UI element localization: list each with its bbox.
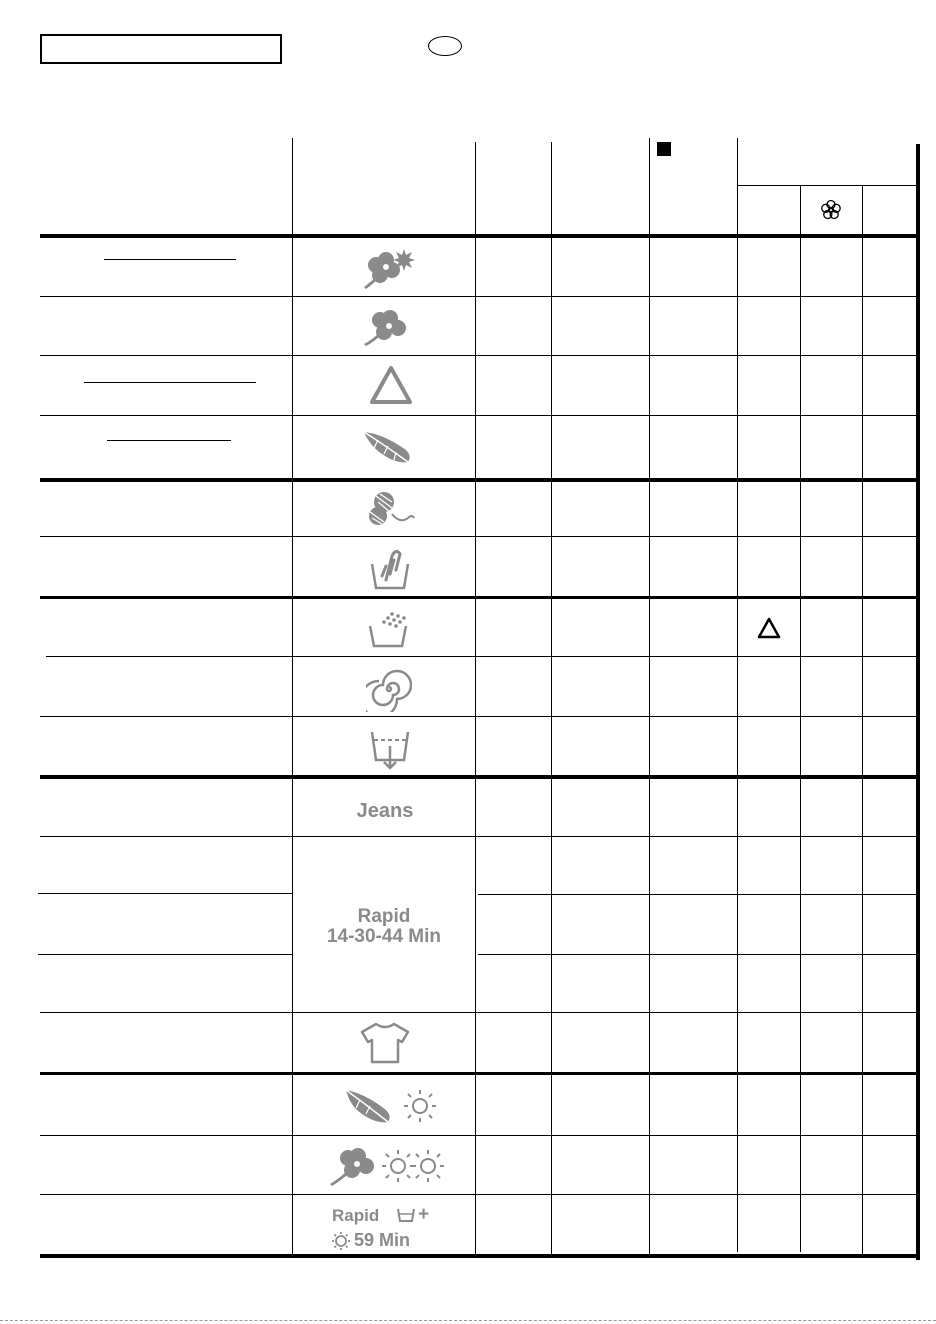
- row-divider: [40, 1135, 920, 1136]
- col-divider: [292, 138, 293, 1256]
- label-underline: [84, 382, 256, 383]
- col-divider: [916, 144, 920, 1260]
- row-divider: [738, 185, 918, 186]
- row-divider-thick: [40, 1072, 920, 1075]
- row-divider: [40, 836, 920, 837]
- rapid-dry-time: 59 Min: [354, 1230, 411, 1250]
- sun-icon: [330, 1230, 352, 1252]
- row-divider: [38, 893, 292, 894]
- stop-square-icon: [657, 142, 671, 156]
- row-divider: [40, 355, 920, 356]
- drain-icon: [368, 726, 412, 772]
- wash-tub-icon: [396, 1207, 416, 1223]
- wool-icon: [364, 488, 416, 532]
- col-divider: [862, 186, 863, 1256]
- row-divider-thick: [40, 1254, 920, 1258]
- row-divider: [40, 536, 920, 537]
- row-divider: [40, 716, 920, 717]
- label-underline: [104, 259, 236, 260]
- title-box: [40, 34, 282, 64]
- row-divider: [38, 954, 292, 955]
- row-divider: [40, 296, 920, 297]
- row-divider: [40, 415, 920, 416]
- plus-sign: +: [418, 1204, 430, 1225]
- cotton-dry-icon: [328, 1144, 448, 1188]
- row-divider-thick: [40, 234, 920, 238]
- shirt-icon: [358, 1020, 412, 1066]
- jeans-program-label: Jeans: [356, 800, 414, 822]
- label-underline: [107, 440, 231, 441]
- cotton-stain-icon: [360, 245, 420, 291]
- row-divider: [478, 954, 918, 955]
- row-divider-thick: [40, 478, 920, 482]
- col-divider: [800, 186, 801, 1252]
- col-divider: [649, 138, 650, 1256]
- language-badge: [428, 36, 462, 56]
- row-divider-thick: [40, 596, 916, 599]
- row-divider-thick: [40, 775, 920, 779]
- warning-triangle-icon: [757, 617, 781, 639]
- row-divider: [40, 1012, 920, 1013]
- col-divider: [551, 142, 552, 1256]
- row-divider: [478, 894, 918, 895]
- rapid-dry-label: Rapid: [332, 1206, 380, 1225]
- delicate-feather-icon: [360, 428, 416, 468]
- synthetic-icon: [368, 364, 414, 408]
- rapid-program-times: 14-30-44 Min: [326, 926, 442, 947]
- row-divider: [40, 1194, 920, 1195]
- flower-icon: [819, 198, 843, 222]
- rapid-program-label: Rapid: [357, 906, 411, 927]
- hand-wash-icon: [368, 546, 412, 592]
- cotton-icon: [362, 306, 412, 348]
- page-cut-line: [0, 1320, 936, 1321]
- row-divider: [46, 656, 916, 657]
- rinse-icon: [366, 608, 412, 650]
- spin-icon: [366, 666, 412, 712]
- col-divider: [737, 138, 738, 1252]
- col-divider: [475, 142, 476, 1256]
- feather-dry-icon: [340, 1086, 440, 1130]
